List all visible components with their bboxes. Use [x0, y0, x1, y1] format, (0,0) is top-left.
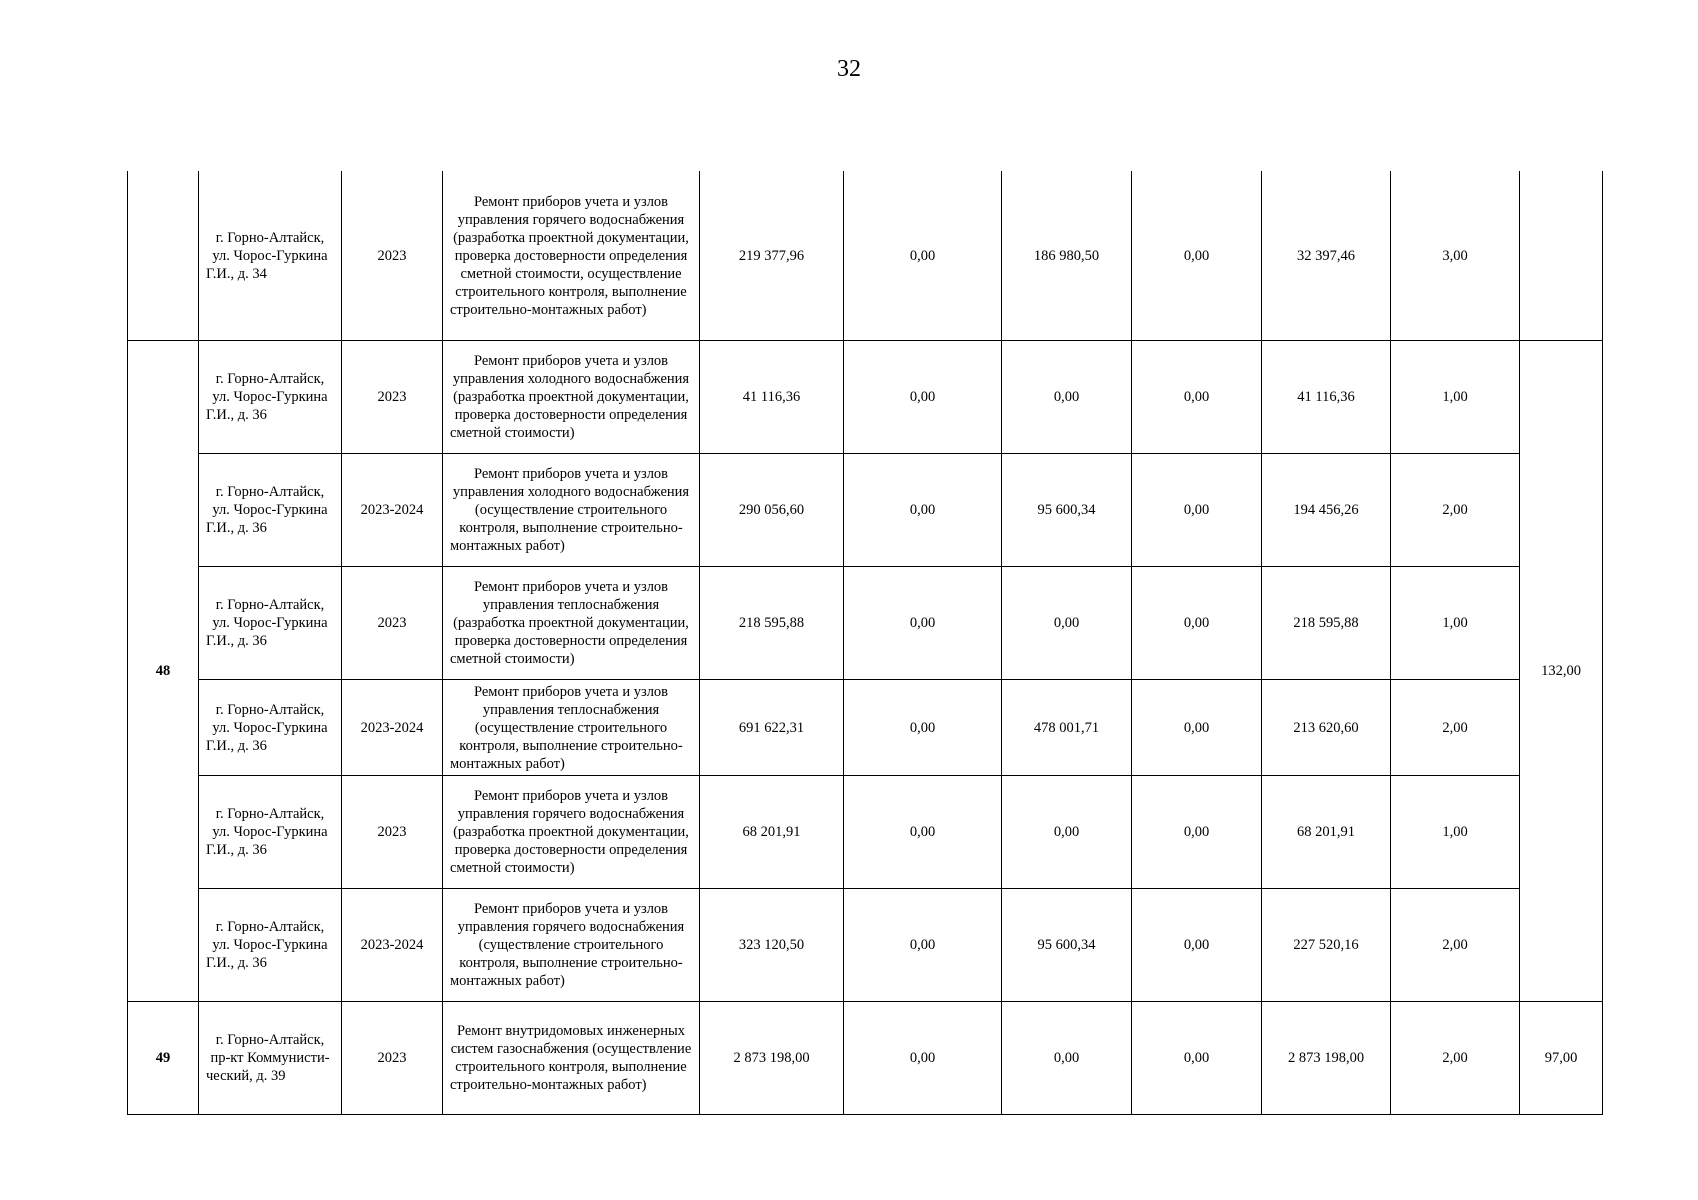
address-cell: г. Горно-Алтайск, ул. Чорос-Гуркина Г.И., д. 36 — [199, 680, 342, 776]
total-cell: 68 201,91 — [700, 776, 844, 889]
description-cell: Ремонт внутридомовых инженерных систем газоснабжения (осуществление строительного контроля, выполнение строительно-монтажных работ) — [443, 1002, 700, 1115]
description-cell: Ремонт приборов учета и узлов управления горячего водоснабжения (разработка проектной документации, проверка достоверности определения сметной стоимости) — [443, 776, 700, 889]
page-number: 32 — [837, 56, 861, 82]
table-row — [128, 889, 1603, 1002]
table-row — [128, 776, 1603, 889]
group-value-cell — [1520, 171, 1603, 341]
owners-cell: 194 456,26 — [1262, 454, 1391, 567]
fund-cell: 0,00 — [844, 1002, 1002, 1115]
address-cell: г. Горно-Алтайск, ул. Чорос-Гуркина Г.И., д. 36 — [199, 889, 342, 1002]
year-cell: 2023 — [342, 171, 443, 341]
table-row — [128, 567, 1603, 680]
owners-cell: 213 620,60 — [1262, 680, 1391, 776]
total-cell: 2 873 198,00 — [700, 1002, 844, 1115]
budget-cell: 0,00 — [1002, 776, 1132, 889]
table-row — [128, 341, 1603, 454]
description-cell: Ремонт приборов учета и узлов управления холодного водоснабжения (осуществление строительного контроля, выполнение строительно-монтажных работ) — [443, 454, 700, 567]
count-cell: 1,00 — [1391, 341, 1520, 454]
total-cell: 219 377,96 — [700, 171, 844, 341]
year-cell: 2023 — [342, 341, 443, 454]
local-cell: 0,00 — [1132, 341, 1262, 454]
year-cell: 2023 — [342, 776, 443, 889]
total-cell: 41 116,36 — [700, 341, 844, 454]
owners-cell: 68 201,91 — [1262, 776, 1391, 889]
count-cell: 1,00 — [1391, 776, 1520, 889]
table-row — [128, 680, 1603, 776]
group-number-cell: 49 — [128, 1002, 199, 1115]
description-cell: Ремонт приборов учета и узлов управления холодного водоснабжения (разработка проектной документации, проверка достоверности определения сметной стоимости) — [443, 341, 700, 454]
year-cell: 2023-2024 — [342, 889, 443, 1002]
total-cell: 290 056,60 — [700, 454, 844, 567]
count-cell: 2,00 — [1391, 1002, 1520, 1115]
owners-cell: 32 397,46 — [1262, 171, 1391, 341]
total-cell: 218 595,88 — [700, 567, 844, 680]
year-cell: 2023 — [342, 1002, 443, 1115]
fund-cell: 0,00 — [844, 171, 1002, 341]
year-cell: 2023-2024 — [342, 680, 443, 776]
address-cell: г. Горно-Алтайск, ул. Чорос-Гуркина Г.И., д. 36 — [199, 454, 342, 567]
fund-cell: 0,00 — [844, 680, 1002, 776]
count-cell: 3,00 — [1391, 171, 1520, 341]
local-cell: 0,00 — [1132, 680, 1262, 776]
table-row — [128, 171, 1603, 341]
total-cell: 691 622,31 — [700, 680, 844, 776]
description-cell: Ремонт приборов учета и узлов управления теплоснабжения (осуществление строительного контроля, выполнение строительно-монтажных работ) — [443, 680, 700, 776]
budget-cell: 478 001,71 — [1002, 680, 1132, 776]
local-cell: 0,00 — [1132, 889, 1262, 1002]
count-cell: 2,00 — [1391, 680, 1520, 776]
address-cell: г. Горно-Алтайск, ул. Чорос-Гуркина Г.И., д. 36 — [199, 341, 342, 454]
owners-cell: 227 520,16 — [1262, 889, 1391, 1002]
budget-cell: 95 600,34 — [1002, 889, 1132, 1002]
address-cell: г. Горно-Алтайск, пр-кт Коммунисти-ческий, д. 39 — [199, 1002, 342, 1115]
group-value-cell: 132,00 — [1520, 341, 1603, 1002]
owners-cell: 2 873 198,00 — [1262, 1002, 1391, 1115]
year-cell: 2023 — [342, 567, 443, 680]
budget-cell: 0,00 — [1002, 1002, 1132, 1115]
address-cell: г. Горно-Алтайск, ул. Чорос-Гуркина Г.И., д. 34 — [199, 171, 342, 341]
table-row — [128, 454, 1603, 567]
fund-cell: 0,00 — [844, 341, 1002, 454]
budget-cell: 0,00 — [1002, 341, 1132, 454]
description-cell: Ремонт приборов учета и узлов управления теплоснабжения (разработка проектной документации, проверка достоверности определения сметной стоимости) — [443, 567, 700, 680]
budget-cell: 186 980,50 — [1002, 171, 1132, 341]
description-cell: Ремонт приборов учета и узлов управления горячего водоснабжения (разработка проектной документации, проверка достоверности определения сметной стоимости, осуществление строительного контроля, выполнение строительно-монтажных работ) — [443, 171, 700, 341]
budget-cell: 0,00 — [1002, 567, 1132, 680]
local-cell: 0,00 — [1132, 171, 1262, 341]
local-cell: 0,00 — [1132, 567, 1262, 680]
budget-cell: 95 600,34 — [1002, 454, 1132, 567]
group-number-cell — [128, 171, 199, 341]
owners-cell: 218 595,88 — [1262, 567, 1391, 680]
fund-cell: 0,00 — [844, 567, 1002, 680]
owners-cell: 41 116,36 — [1262, 341, 1391, 454]
group-value-cell: 97,00 — [1520, 1002, 1603, 1115]
fund-cell: 0,00 — [844, 776, 1002, 889]
fund-cell: 0,00 — [844, 889, 1002, 1002]
local-cell: 0,00 — [1132, 1002, 1262, 1115]
table-row — [128, 1002, 1603, 1115]
count-cell: 1,00 — [1391, 567, 1520, 680]
local-cell: 0,00 — [1132, 454, 1262, 567]
address-cell: г. Горно-Алтайск, ул. Чорос-Гуркина Г.И., д. 36 — [199, 567, 342, 680]
group-number-cell: 48 — [128, 341, 199, 1002]
address-cell: г. Горно-Алтайск, ул. Чорос-Гуркина Г.И., д. 36 — [199, 776, 342, 889]
total-cell: 323 120,50 — [700, 889, 844, 1002]
local-cell: 0,00 — [1132, 776, 1262, 889]
year-cell: 2023-2024 — [342, 454, 443, 567]
fund-cell: 0,00 — [844, 454, 1002, 567]
description-cell: Ремонт приборов учета и узлов управления горячего водоснабжения (существление строительного контроля, выполнение строительно-монтажных работ) — [443, 889, 700, 1002]
count-cell: 2,00 — [1391, 889, 1520, 1002]
works-table — [127, 171, 1603, 1115]
count-cell: 2,00 — [1391, 454, 1520, 567]
